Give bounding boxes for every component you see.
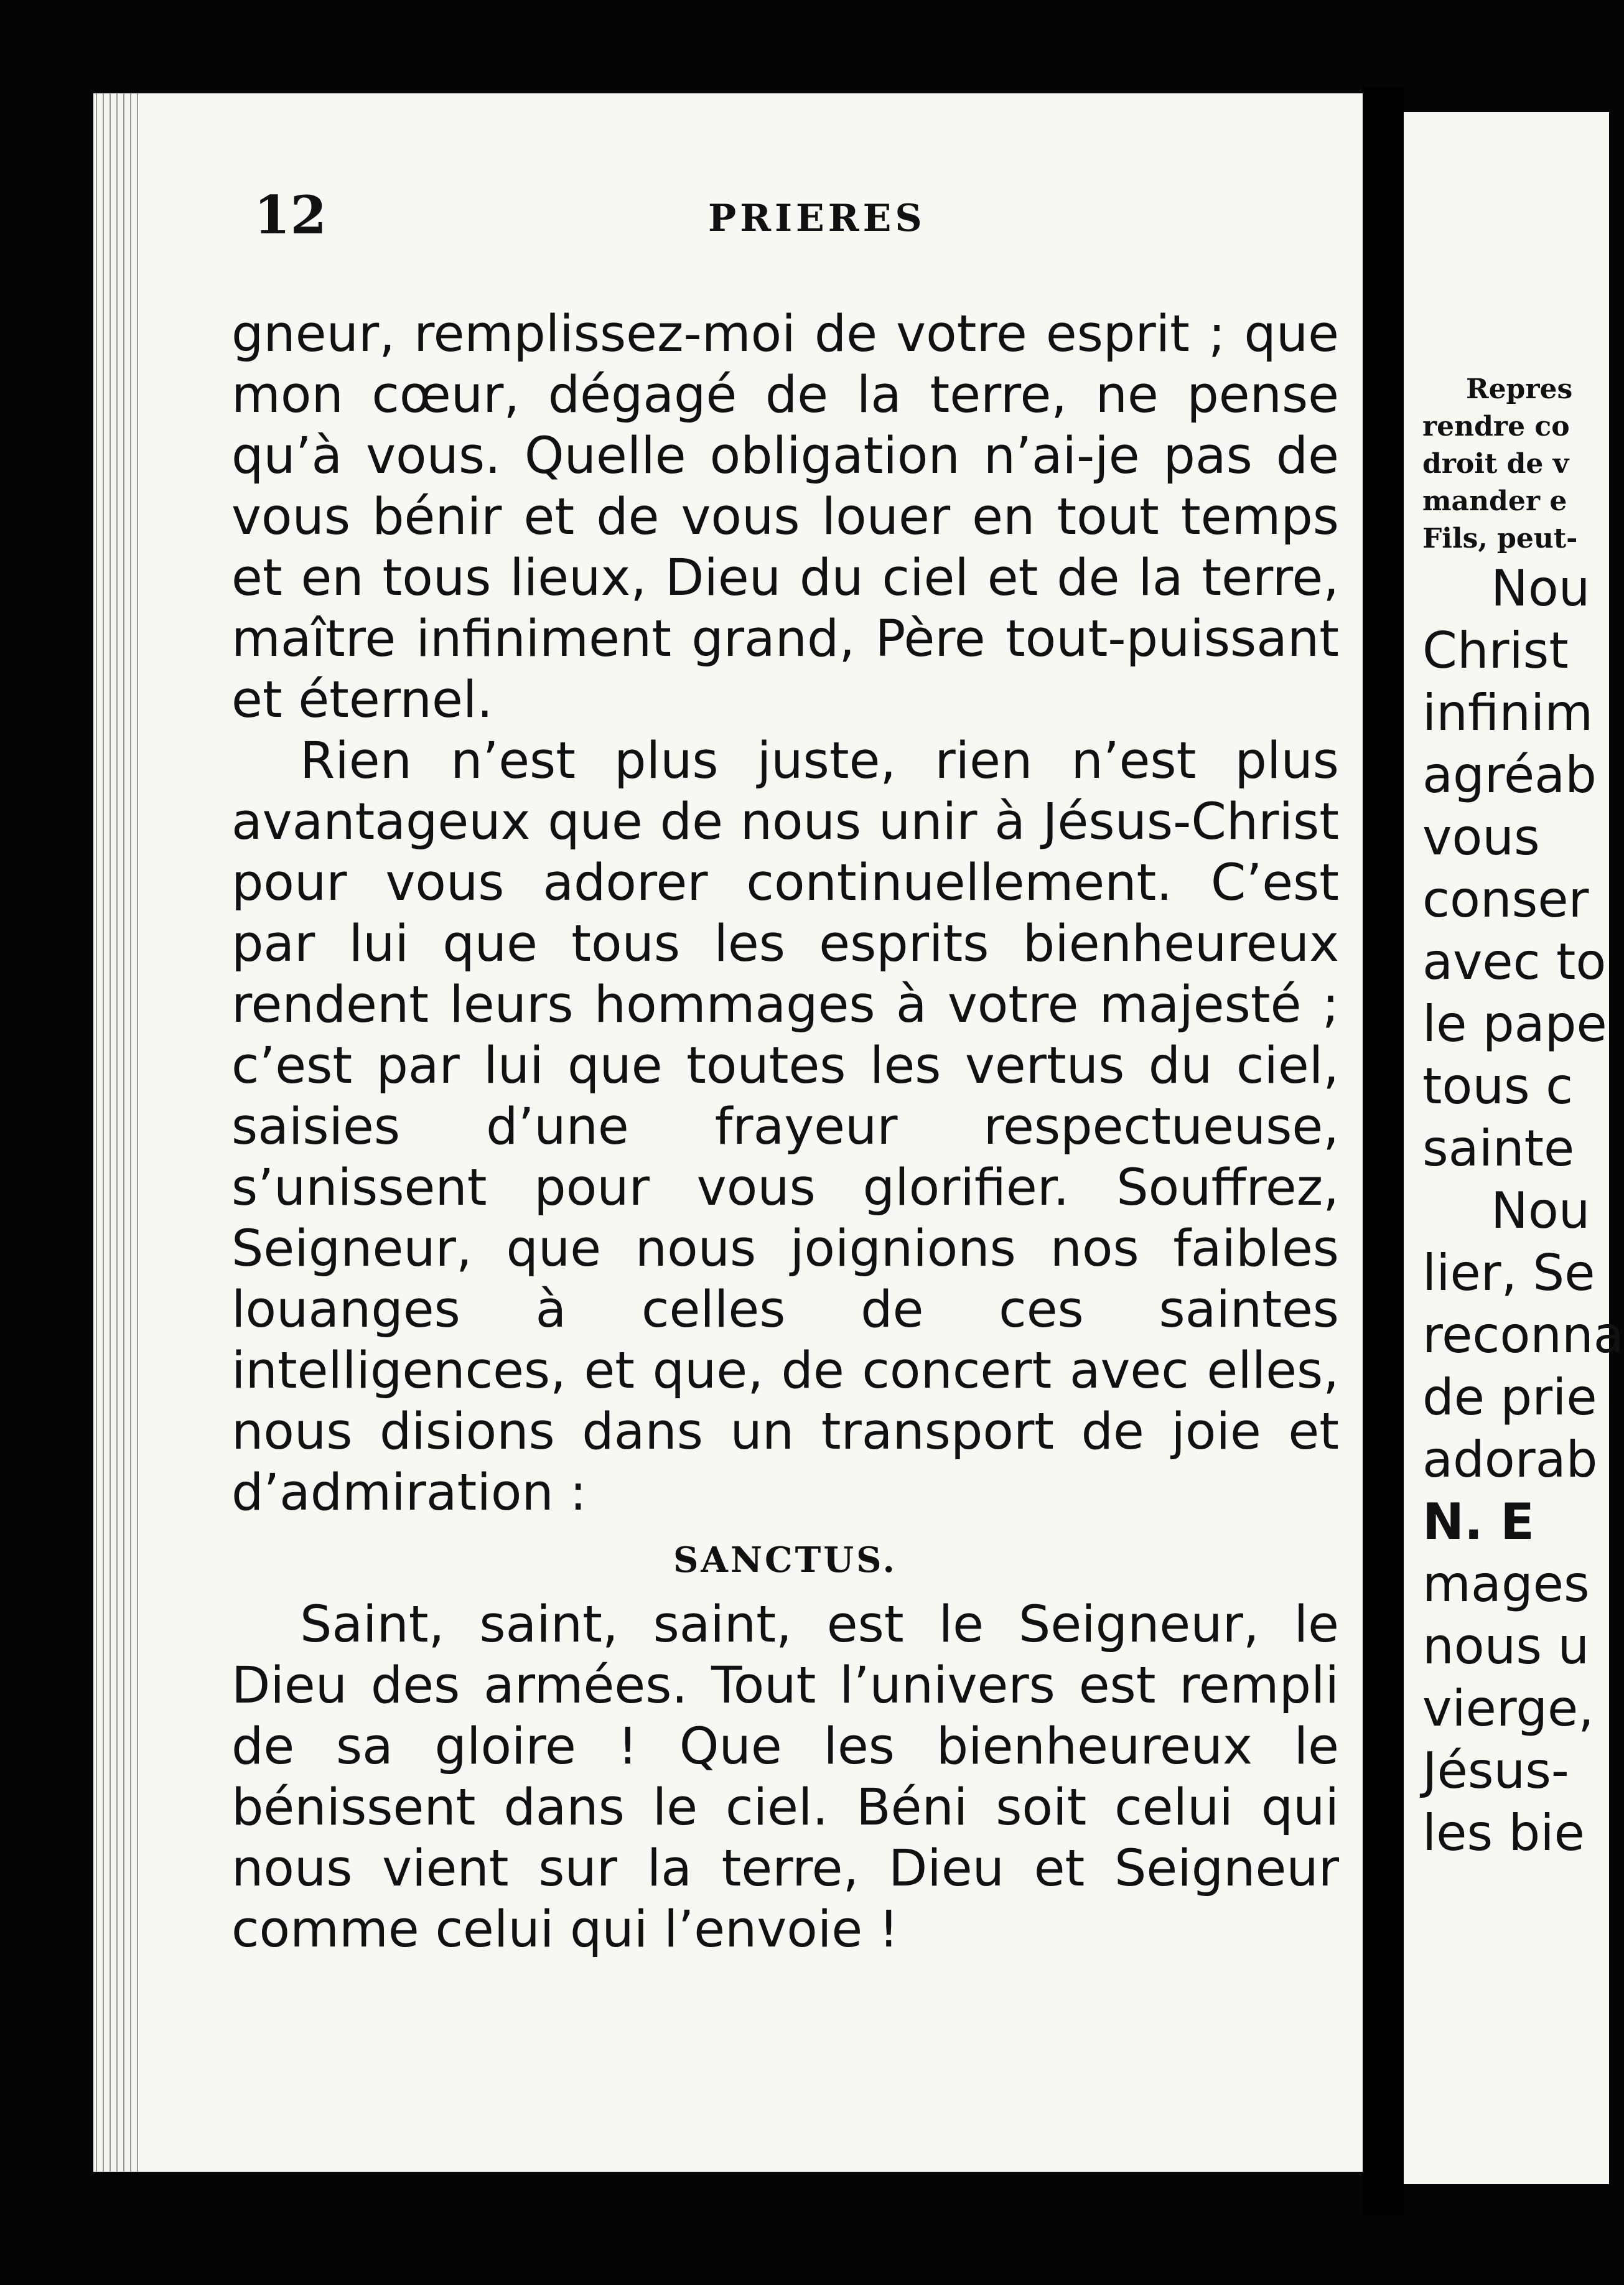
right-line: sainte [1422,1119,1575,1177]
right-small-line: Fils, peut- [1422,523,1578,554]
page-edges [93,93,138,2172]
right-line: N. E [1422,1493,1534,1551]
right-line: Christ [1422,622,1569,680]
right-line: tous c [1422,1057,1574,1115]
paragraph-1: gneur, remplissez-moi de votre esprit ; que mon cœur, dégagé de la terre, ne pense qu’à vous. Quelle obligation n’ai-je pas de vous bénir et de vous louer en tout temps et en tous lieux, Dieu du ciel et de la terre, maître infiniment grand, Père tout-puissant et éternel. [231,305,1339,729]
paragraph-2: Rien n’est plus juste, rien n’est plus avantageux que de nous unir à Jésus-Christ pour vous adorer continuellement. C’est par lui que tous les esprits bienheureux rendent leurs hommages à votre majesté ; c’est par lui que toutes les vertus du ciel, saisies d’une frayeur respectueuse, s’unissent pour vous glorifier. Souffrez, Seigneur, que nous joignions nos faibles louanges à celles de ces saintes intelligences, et que, de concert avec elles, nous disions dans un transport de joie et d’admiration : [231,732,1339,1522]
right-line: le pape [1422,995,1607,1053]
right-small-line: rendre co [1422,411,1570,442]
right-line: adorab [1422,1431,1598,1488]
right-page-text [1422,371,1624,1864]
right-line: conser [1422,871,1589,928]
right-line: mages [1422,1555,1590,1613]
right-line: agréab [1422,746,1597,804]
right-line: reconna [1422,1306,1624,1364]
body-text [231,304,1339,1960]
running-head [254,184,1324,253]
running-title: PRIERES [708,197,926,240]
right-small-line: droit de v [1422,448,1569,480]
page-number: 12 [254,184,327,246]
right-line: Jésus- [1422,1742,1569,1800]
right-line: vous [1422,808,1540,866]
right-line: vierge, [1422,1680,1594,1737]
right-line: avec to [1422,933,1607,991]
right-line: lier, Se [1422,1244,1595,1302]
right-line: de prie [1422,1368,1597,1426]
right-line: Nou [1491,559,1590,617]
right-small-line: Repres [1466,373,1573,405]
right-line: infinim [1422,684,1594,742]
section-heading-sanctus: SANCTUS. [673,1540,898,1581]
sanctus-paragraph: Saint, saint, saint, est le Seigneur, le Dieu des armées. Tout l’univers est rempli de sa gloire ! Que les bienheureux le bénissent dans le ciel. Béni soit celui qui nous vient sur la terre, Dieu et Seigneur comme celui qui l’envoie ! [231,1596,1339,1959]
right-line: nous u [1422,1617,1590,1675]
right-line: Nou [1491,1182,1590,1240]
right-small-line: mander e [1422,485,1567,517]
book-gutter [1363,87,1404,2215]
right-line: les bie [1422,1804,1585,1862]
